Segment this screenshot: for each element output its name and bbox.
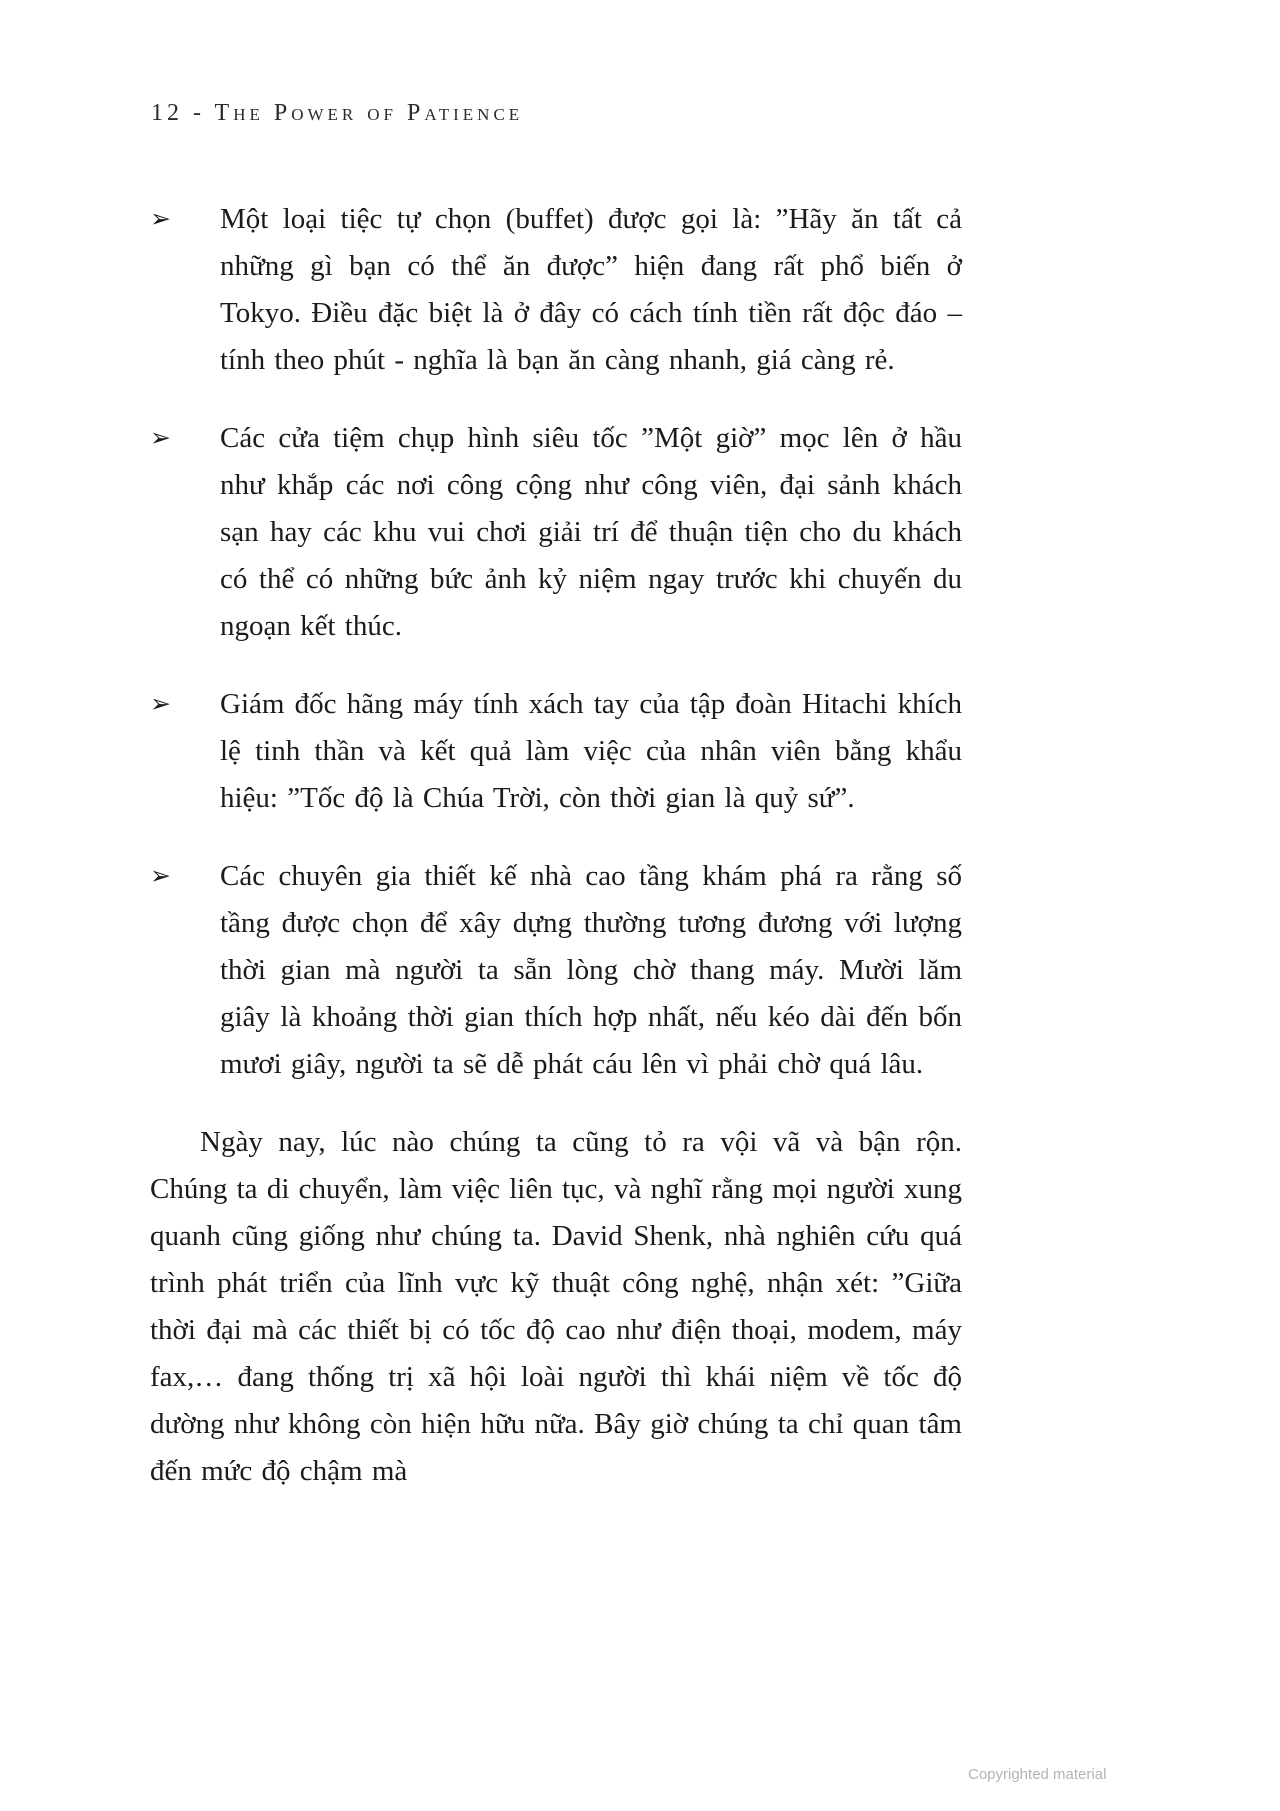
bullet-text: Một loại tiệc tự chọn (buffet) được gọi là: ”Hãy ăn tất cả những gì bạn có thể ăn được” hiện đang rất phổ biến ở Tokyo. Điều đặc biệt là ở đây có cách tính tiền rất độc đáo – tính theo phút - nghĩa là bạn ăn càng nhanh, giá càng rẻ. (220, 203, 962, 376)
list-item (150, 853, 962, 1088)
arrowhead-bullet-icon: ➢ (150, 206, 171, 233)
page-content (150, 196, 962, 1495)
body-paragraph: Ngày nay, lúc nào chúng ta cũng tỏ ra vội vã và bận rộn. Chúng ta di chuyển, làm việc liên tục, và nghĩ rằng mọi người xung quanh cũng giống như chúng ta. David Shenk, nhà nghiên cứu quá trình phát triển của lĩnh vực kỹ thuật công nghệ, nhận xét: ”Giữa thời đại mà các thiết bị có tốc độ cao như điện thoại, modem, máy fax,… đang thống trị xã hội loài người thì khái niệm về tốc độ dường như không còn hiện hữu nữa. Bây giờ chúng ta chỉ quan tâm đến mức độ chậm mà (150, 1126, 962, 1487)
arrowhead-bullet-icon: ➢ (150, 425, 171, 452)
arrowhead-bullet-icon: ➢ (150, 691, 171, 718)
list-item (150, 196, 962, 384)
list-item (150, 415, 962, 650)
copyright-watermark: Copyrighted material (968, 1766, 1107, 1783)
page-header: 12 - The Power of Patience (151, 100, 524, 126)
bullet-text: Giám đốc hãng máy tính xách tay của tập đoàn Hitachi khích lệ tinh thần và kết quả làm việc của nhân viên bằng khẩu hiệu: ”Tốc độ là Chúa Trời, còn thời gian là quỷ sứ”. (220, 688, 962, 814)
bullet-text: Các chuyên gia thiết kế nhà cao tầng khám phá ra rằng số tầng được chọn để xây dựng thường tương đương với lượng thời gian mà người ta sẵn lòng chờ thang máy. Mười lăm giây là khoảng thời gian thích hợp nhất, nếu kéo dài đến bốn mươi giây, người ta sẽ dễ phát cáu lên vì phải chờ quá lâu. (220, 860, 962, 1080)
bullet-text: Các cửa tiệm chụp hình siêu tốc ”Một giờ” mọc lên ở hầu như khắp các nơi công cộng như công viên, đại sảnh khách sạn hay các khu vui chơi giải trí để thuận tiện cho du khách có thể có những bức ảnh kỷ niệm ngay trước khi chuyến du ngoạn kết thúc. (220, 422, 962, 642)
list-item (150, 681, 962, 822)
arrowhead-bullet-icon: ➢ (150, 863, 171, 890)
